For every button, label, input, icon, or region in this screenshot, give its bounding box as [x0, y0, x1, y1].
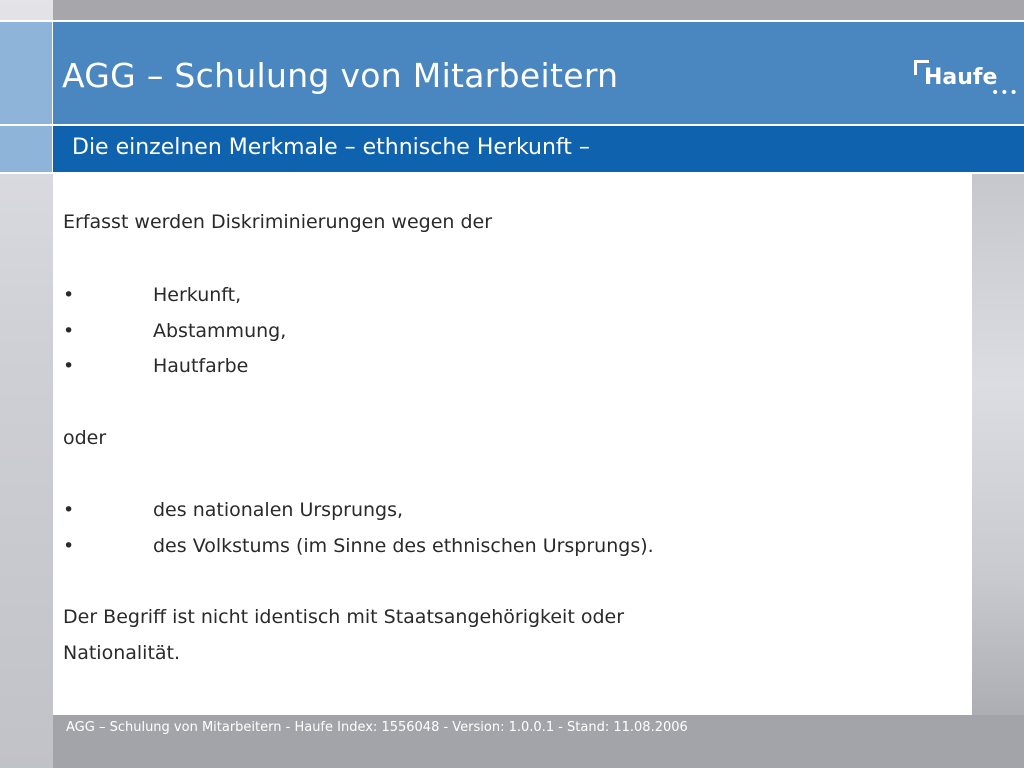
subtitle-bar-left-panel [0, 126, 53, 172]
connector-text: oder [63, 427, 107, 449]
top-strip [0, 0, 1024, 20]
list-item: Herkunft, [153, 284, 242, 306]
title-bar [0, 20, 1024, 126]
list-item: Hautfarbe [153, 355, 249, 377]
subtitle-bar [0, 126, 1024, 174]
footer-text: AGG – Schulung von Mitarbeitern - Haufe Index: 1556048 - Version: 1.0.0.1 - Stand: 11.08.2006 [66, 720, 688, 735]
closing-text-line-1: Der Begriff ist nicht identisch mit Staatsangehörigkeit oder [63, 606, 625, 628]
haufe-logo [914, 58, 1019, 102]
bullet-icon: • [63, 284, 75, 306]
bullet-icon: • [63, 355, 75, 377]
slide-title: AGG – Schulung von Mitarbeitern [62, 56, 619, 95]
logo-dots: ••• [991, 85, 1019, 101]
intro-text: Erfasst werden Diskriminierungen wegen der [63, 211, 493, 233]
bullet-icon: • [63, 499, 75, 521]
closing-text-line-2: Nationalität. [63, 642, 181, 664]
slide-subtitle: Die einzelnen Merkmale – ethnische Herkunft – [72, 135, 590, 160]
bullet-icon: • [63, 535, 75, 557]
content-area [53, 174, 972, 715]
logo-text: Haufe [924, 65, 998, 90]
list-item: des Volkstums (im Sinne des ethnischen Ursprungs). [153, 535, 654, 557]
bullet-icon: • [63, 320, 75, 342]
list-item: Abstammung, [153, 320, 287, 342]
title-bar-left-panel [0, 22, 53, 124]
list-item: des nationalen Ursprungs, [153, 499, 404, 521]
